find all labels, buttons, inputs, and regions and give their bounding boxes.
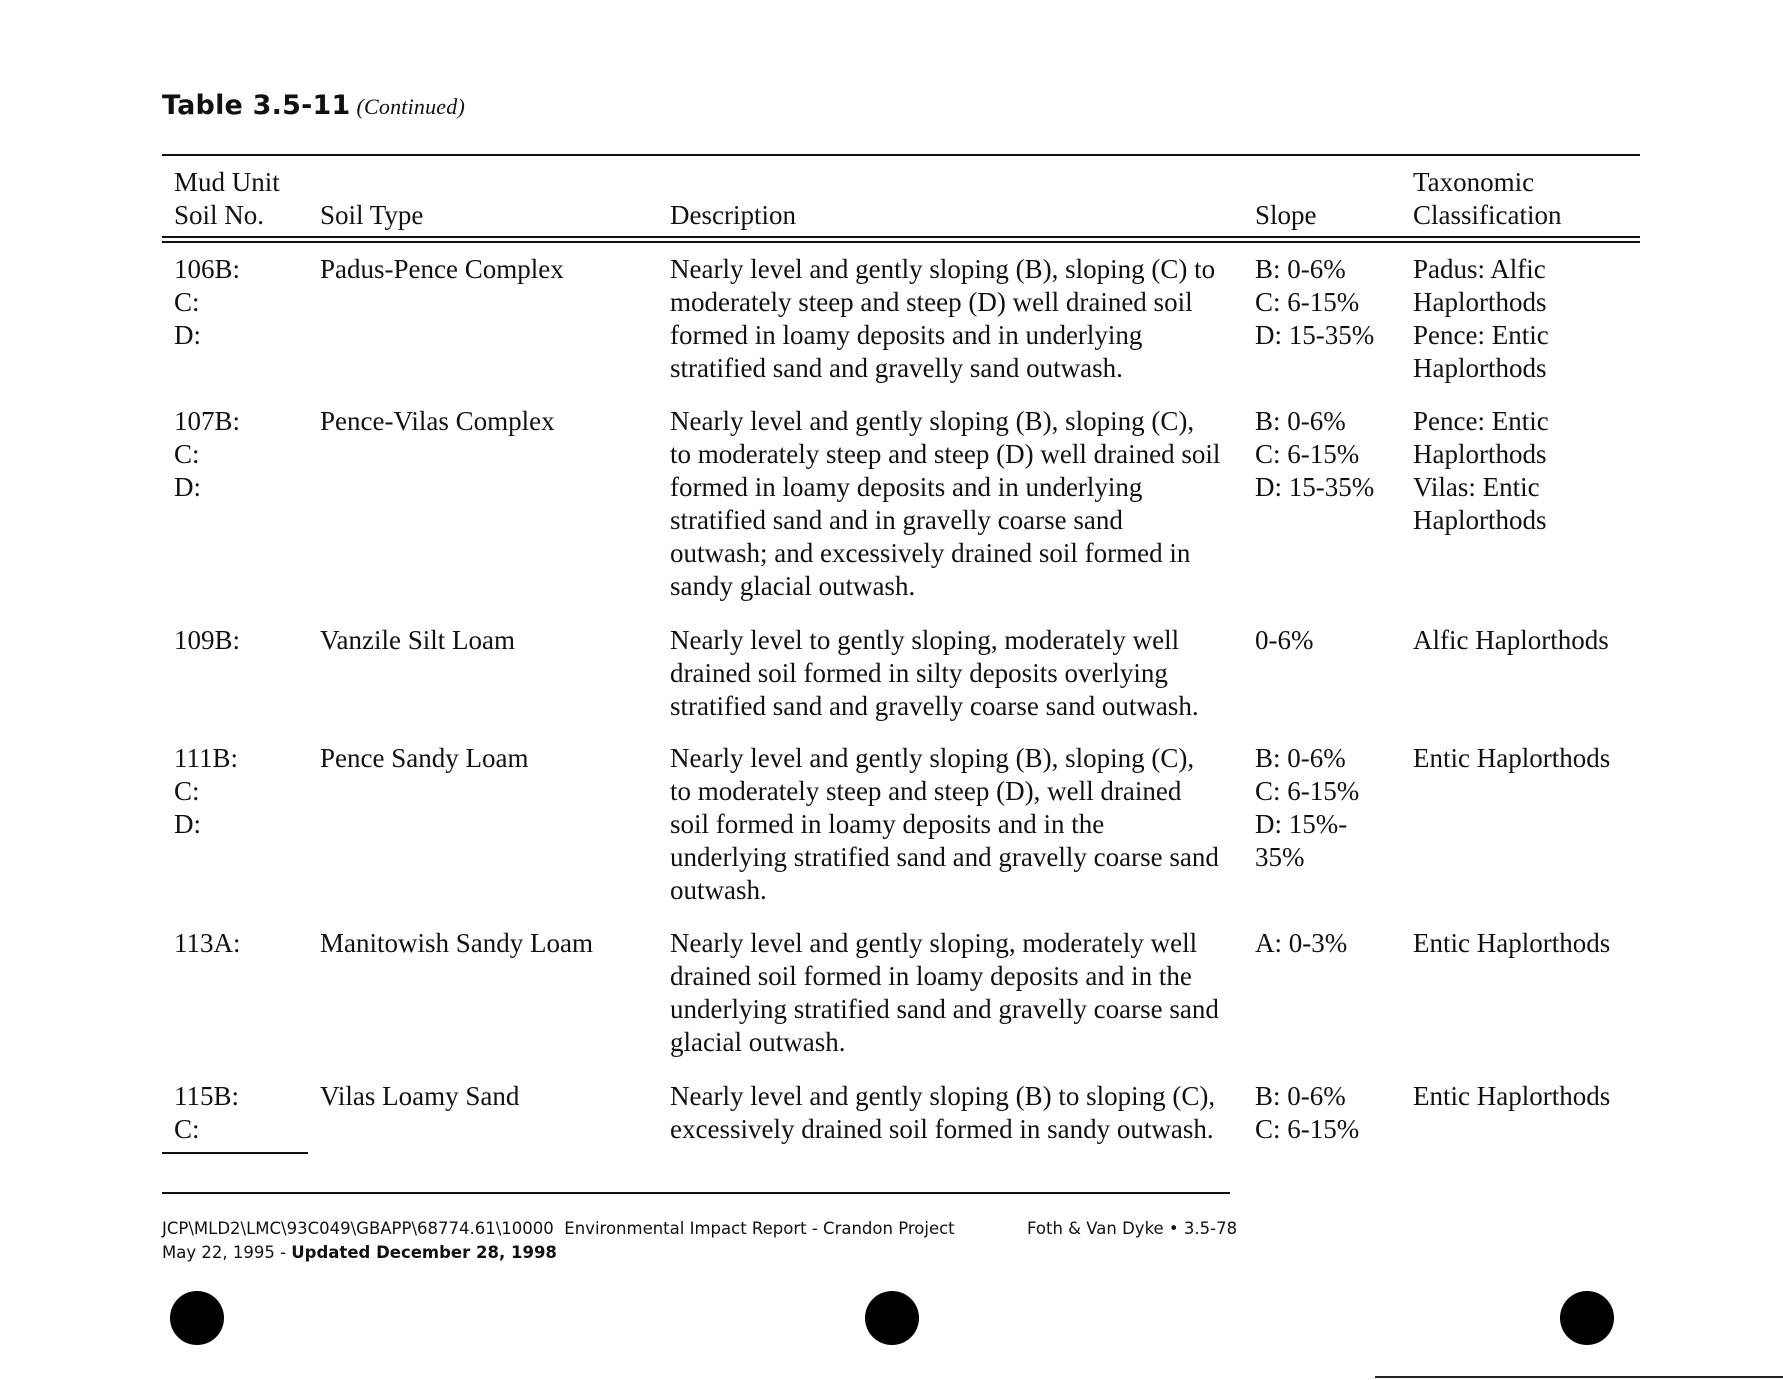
soil-no-cell: 107B: C: D:: [174, 406, 241, 502]
description-cell: Nearly level and gently sloping (B) to sloping (C), excessively drained soil formed in sandy outwash.: [670, 1081, 1216, 1144]
soil-no-cell: 106B: C: D:: [174, 254, 241, 350]
footer-date: [162, 1242, 557, 1264]
updated-date: Updated December 28, 1998: [291, 1243, 557, 1262]
description-cell: Nearly level and gently sloping (B), sloping (C) to moderately steep and steep (D) well drained soil formed in loamy deposits and in underlying stratified sand and gravelly sand outwash.: [670, 254, 1216, 383]
description-cell: Nearly level and gently sloping (B), sloping (C), to moderately steep and steep (D), well drained soil formed in loamy deposits and in the underlying stratified sand and gravelly coarse sand outwash.: [670, 743, 1219, 905]
soil-type-cell: Padus-Pence Complex: [320, 254, 564, 284]
taxonomic-cell: Entic Haplorthods: [1413, 928, 1611, 958]
header-description: Description: [670, 200, 796, 230]
footer-path: [162, 1218, 955, 1240]
header-double-rule: [162, 236, 1640, 243]
punch-hole-center: [865, 1291, 919, 1345]
description-cell: Nearly level to gently sloping, moderately well drained soil formed in silty deposits overlying stratified sand and gravelly coarse sand outwash.: [670, 625, 1199, 721]
punch-hole-right: [1560, 1291, 1614, 1345]
soil-no-cell: 109B:: [174, 625, 241, 655]
slope-cell: B: 0-6% C: 6-15% D: 15-35%: [1255, 254, 1375, 350]
continued-label: (Continued): [356, 94, 465, 119]
soil-type-cell: Vilas Loamy Sand: [320, 1081, 520, 1111]
taxonomic-cell: Padus: Alfic Haplorthods Pence: Entic Haplorthods: [1413, 254, 1549, 383]
slope-cell: A: 0-3%: [1255, 928, 1348, 958]
soil-type-cell: Pence Sandy Loam: [320, 743, 529, 773]
footer-rule: [162, 1192, 1230, 1194]
slope-cell: B: 0-6% C: 6-15% D: 15%- 35%: [1255, 743, 1360, 872]
soil-type-cell: Manitowish Sandy Loam: [320, 928, 593, 958]
table-top-rule: [162, 154, 1640, 156]
taxonomic-cell: Entic Haplorthods: [1413, 1081, 1611, 1111]
file-path: JCP\MLD2\LMC\93C049\GBAPP\68774.61\10000: [162, 1219, 554, 1238]
original-date: May 22, 1995 -: [162, 1243, 292, 1262]
soil-no-cell: 111B: C: D:: [174, 743, 239, 839]
description-cell: Nearly level and gently sloping, moderately well drained soil formed in loamy deposits and in the underlying stratified sand and gravelly coarse sand glacial outwash.: [670, 928, 1219, 1057]
soil-no-cell: 113A:: [174, 928, 241, 958]
slope-cell: B: 0-6% C: 6-15% D: 15-35%: [1255, 406, 1375, 502]
taxonomic-cell: Pence: Entic Haplorthods Vilas: Entic Haplorthods: [1413, 406, 1549, 535]
header-soil-type: Soil Type: [320, 200, 424, 230]
page-title: [162, 90, 465, 121]
report-name: Environmental Impact Report - Crandon Project: [564, 1219, 955, 1238]
header-slope: Slope: [1255, 200, 1317, 230]
header-taxonomic-classification: Taxonomic Classification: [1413, 167, 1562, 230]
soil-no-underline: [162, 1152, 308, 1154]
description-cell: Nearly level and gently sloping (B), sloping (C), to moderately steep and steep (D) well drained soil formed in loamy deposits and in underlying stratified sand and in gravelly coarse sand outwash; and excessively drained soil formed in sandy glacial outwash.: [670, 406, 1221, 601]
scan-edge-line: [1375, 1376, 1783, 1378]
soil-type-cell: Vanzile Silt Loam: [320, 625, 515, 655]
header-soil-no: Mud Unit Soil No.: [174, 167, 280, 230]
slope-cell: B: 0-6% C: 6-15%: [1255, 1081, 1360, 1144]
taxonomic-cell: Alfic Haplorthods: [1413, 625, 1609, 655]
table-number: Table 3.5-11: [162, 90, 351, 121]
soil-type-cell: Pence-Vilas Complex: [320, 406, 555, 436]
soil-no-cell: 115B: C:: [174, 1081, 240, 1144]
slope-cell: 0-6%: [1255, 625, 1314, 655]
footer-firm-page: Foth & Van Dyke • 3.5-78: [1027, 1219, 1238, 1238]
taxonomic-cell: Entic Haplorthods: [1413, 743, 1611, 773]
punch-hole-left: [170, 1291, 224, 1345]
